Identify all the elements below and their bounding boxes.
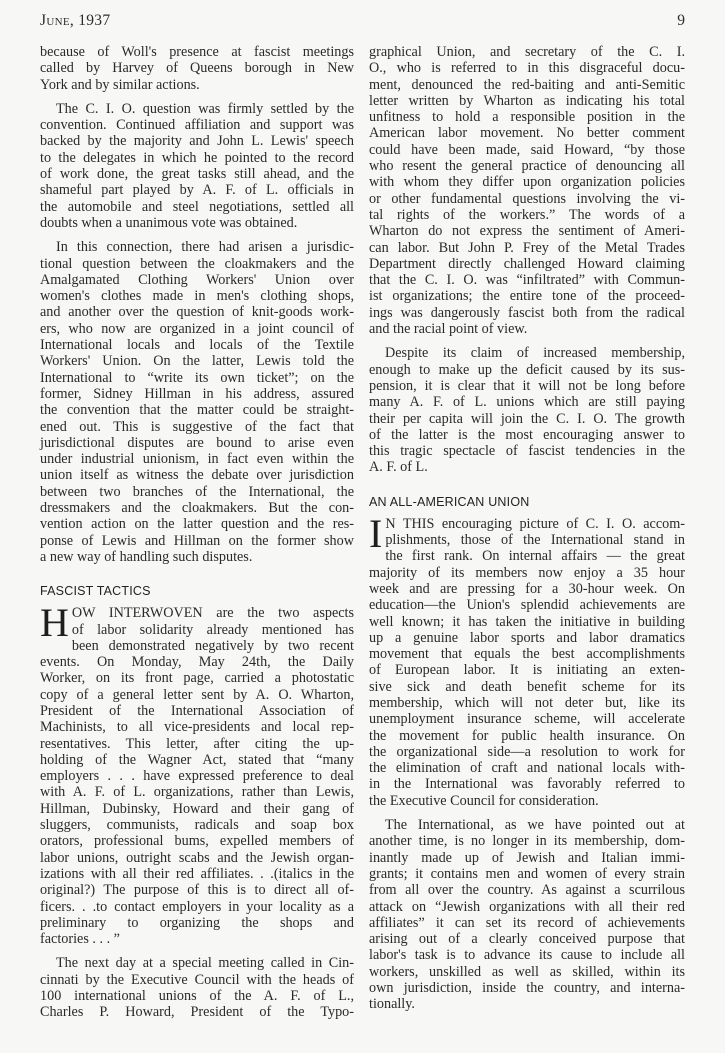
text-line: Machinists, to all vice-presidents and local rep- [40,719,354,736]
text-line: Department directly challenged Howard claiming [369,255,685,272]
text-line: O., who is referred to in this disgraceful docu- [369,60,685,77]
text-line: sluggers, communists, radicals and soap box [40,817,354,834]
text-line: arising out of a clearly conceived purpose that [369,931,685,948]
text-line: the elimination of craft and national locals with- [369,760,685,777]
text-line: of work done, the great tasks still ahead, and the [40,166,354,183]
text-line: union itself as witness the debate over jurisdiction [40,467,354,484]
text-line: labor unions, outright scabs and the Jewish organ- [40,849,354,866]
text-line: their per capita will join the C. I. O. The growth [369,410,685,427]
text-line: with whom they differ upon organization policies [369,174,685,191]
text-line: employers . . . have expressed preference to deal [40,768,354,785]
paragraph [40,239,354,565]
text-line: Charles P. Howard, President of the Typo- [40,1004,354,1021]
text-line: OW INTERWOVEN are the two aspects [71,605,354,622]
text-line: enough to make up the deficit caused by its sus- [369,361,685,378]
text-line: the Executive Council for consideration. [369,792,599,809]
issue-date: June, 1937 [40,12,111,29]
text-line: pension, it is clear that it will not be long before [369,377,685,394]
text-line: and another over the question of knit-goods work- [40,304,354,321]
text-line: education—the Union's splendid achievements are [369,597,685,614]
text-line: who resent the general practice of denouncing all [369,158,685,175]
text-line: jurisdictional disputes are bound to arise even [40,434,354,451]
text-line: ist organizations; the entire tone of the proceed- [369,288,685,305]
section-heading-all-american-union: AN ALL-AMERICAN UNION [369,494,530,509]
paragraph [40,101,354,231]
running-header [40,12,685,34]
text-line: cinnati by the Executive Council with the heads of [40,971,354,988]
text-line: preliminary to organizing the shops and [40,914,354,931]
paragraph [369,345,685,475]
paragraph [40,44,354,93]
text-line: tionally. [369,996,415,1013]
text-line: vention action on the latter question and the res- [40,516,354,533]
text-line: copy of a general letter sent by A. O. Wharton, [40,686,354,703]
text-line: dressmakers and the cloakmakers. But the con- [40,500,354,517]
text-line: can labor. But John P. Frey of the Metal Trades [369,239,685,256]
page-number: 9 [677,12,685,29]
text-line: doubts when a unanimous vote was obtained. [40,214,298,231]
text-line: Hillman, Dubinsky, Howard and their gang of [40,800,354,817]
text-line: York and by similar actions. [40,76,200,93]
text-line: 100 international unions of the A. F. of L., [40,988,354,1005]
text-line: former, Sidney Hillman in his address, assured [40,385,354,402]
text-line: ers, who now are organized in a joint council of [40,320,354,337]
text-line: could have been made, said Howard, “by those [369,141,685,158]
text-line: another time, is no longer in its membership, dom- [369,833,685,850]
text-line: letter written by Wharton as indicating his total [369,92,685,109]
left-column [40,44,354,1029]
text-line: convention. Continued affiliation and support was [40,117,354,134]
text-line: tional question between the cloakmakers and the [40,255,354,272]
text-line: N THIS encouraging picture of C. I. O. accom- [385,515,685,532]
text-line: grants; it contains men and women of every strain [369,865,685,882]
text-line: the convention that the matter could be straight- [40,402,354,419]
text-line: in the International was favorably referred to [369,776,685,793]
text-line: the first rank. On internal affairs — the great [385,548,685,565]
text-line: ings was dangerously fascist both from the radical [369,304,685,321]
paragraph [369,44,685,337]
text-line: Wharton do not express the sentiment of Ameri- [369,223,685,240]
text-line: because of Woll's presence at fascist meetings [40,44,354,60]
text-line: that the C. I. O. was “infiltrated” with Commun- [369,272,685,289]
text-line: from all over the country. As against a scurrilous [369,882,685,899]
text-line: sive sick and death benefit scheme for its [369,678,685,695]
text-line: between two branches of the International, the [40,483,354,500]
text-line: under industrial unionism, in fact even within the [40,451,354,468]
text-line: In this connection, there had arisen a jurisdic- [56,239,354,256]
text-line: attack on “Jewish organizations with all their red [369,898,685,915]
text-line: ened out. This is suggestive of the fact that [40,418,354,435]
text-line: The next day at a special meeting called in Cin- [56,955,354,972]
text-line: resentatives. This letter, after citing the up- [40,735,354,752]
text-line: workers, unskilled as well as skilled, within its [369,963,685,980]
text-line: or other fundamental questions involving the vi- [369,190,685,207]
text-line: the automobile and steel negotiations, settled all [40,198,354,215]
text-line: original?) The purpose of this is to direct all of- [40,882,354,899]
paragraph [369,817,685,1013]
text-line: of the latter is the most encouraging answer to [369,426,685,443]
text-line: of labor solidarity already mentioned has [71,621,354,638]
text-line: tal rights of the workers.” The words of a [369,206,685,223]
drop-cap-letter: H [40,600,69,646]
text-line: International locals and locals of the Textile [40,337,354,354]
text-line: graphical Union, and secretary of the C. I. [369,44,685,60]
text-line: been demonstrated negatively by two recent [71,637,354,654]
text-line: unfitness to hold a responsible position in the [369,109,685,126]
text-line: Workers' Union. On the latter, Lewis told the [40,353,354,370]
text-line: Worker, on its front page, carried a photostatic [40,670,354,687]
text-line: International to “write its own ticket”; on the [40,369,354,386]
text-line: ment, denounced the red-baiting and anti-Semitic [369,76,685,93]
text-line: factories . . . ” [40,931,120,948]
text-line: ficers. . .to contact employers in your locality as a [40,898,354,915]
text-line: many A. F. of L. unions which are still paying [369,394,685,411]
text-line: the organizational side—a resolution to work for [369,743,685,760]
text-line: majority of its members now enjoy a 35 hour [369,564,685,581]
text-line: membership, which will not deter but, like its [369,694,685,711]
text-line: movement that equals the best accomplishments [369,646,685,663]
text-line: inantly made up of Jewish and Italian immi- [369,849,685,866]
text-line: own jurisdiction, inside the country, and interna- [369,980,685,997]
text-line: ponse of Lewis and Hillman on the former show [40,532,354,549]
text-line: well known; it has taken the initiative in building [369,613,685,630]
text-line: Amalgamated Clothing Workers' Union over [40,271,354,288]
text-line: izations with all their red affiliates. . .(italics in the [40,865,354,882]
text-line: events. On Monday, May 24th, the Daily [40,654,354,671]
text-line: shameful part played by A. F. of L. officials in [40,182,354,199]
text-line: the movement for public health insurance. On [369,727,685,744]
text-line: unemployment insurance scheme, will accelerate [369,711,685,728]
text-line: affiliates” it can set its record of achievements [369,914,685,931]
text-line: plishments, those of the International stand in [385,532,685,549]
text-line: The C. I. O. question was firmly settled by the [56,100,354,117]
text-line: Despite its claim of increased membership, [385,345,685,362]
text-line: with A. F. of L. organizations, rather than Lewis, [40,784,354,801]
paragraph [40,955,354,1020]
text-line: American labor movement. No better comment [369,125,685,142]
text-line: backed by the majority and John L. Lewis' speech [40,133,354,150]
text-line: The International, as we have pointed out at [385,817,685,834]
text-line: labor's task is to advance its cause to include all [369,947,685,964]
text-line: women's clothes made in men's clothing shops, [40,288,354,305]
text-line: President of the International Association of [40,702,354,719]
text-line: a new way of handling such disputes. [40,548,253,565]
text-line: called by Harvey of Queens borough in New [40,60,354,77]
paragraph-dropcap [369,510,685,809]
drop-cap-letter: I [369,510,383,556]
text-line: A. F. of L. [369,459,428,476]
right-column [369,44,685,1021]
text-line: to the delegates in which he pointed to the record [40,149,354,166]
section-heading-fascist-tactics: FASCIST TACTICS [40,584,151,599]
text-line: and the racial point of view. [369,321,528,338]
text-line: of European labor. It is initiating an exten- [369,662,685,679]
text-line: up a genuine labor sports and labor dramatics [369,629,685,646]
paragraph-dropcap [40,600,354,948]
text-line: holding of the Wagner Act, stated that “many [40,751,354,768]
text-line: orators, professional bums, expelled members of [40,833,354,850]
text-line: week and are pressing for a 30-hour week. On [369,580,685,597]
text-line: this tragic spectacle of fascist tendencies in the [369,443,685,460]
